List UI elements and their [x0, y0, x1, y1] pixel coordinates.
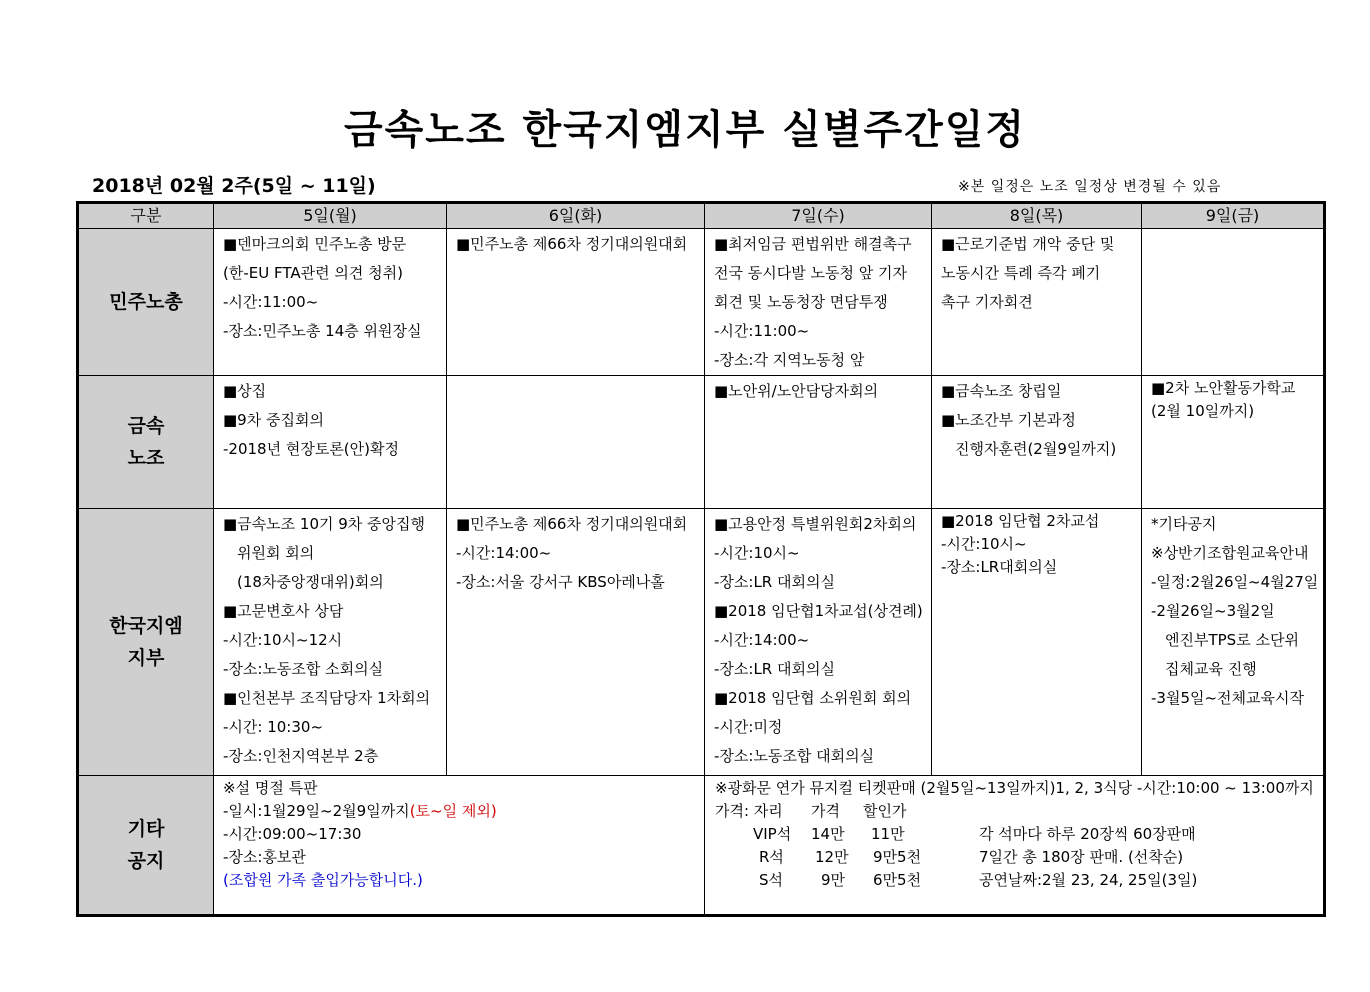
category-label: 민주노총 [109, 291, 183, 313]
seat-type: S석 [759, 871, 784, 889]
schedule-entry: ■상집 [223, 382, 267, 400]
holiday-sale-title: ※설 명절 특판 [223, 779, 318, 797]
schedule-cell [932, 376, 1142, 509]
cell-content [447, 509, 704, 597]
cell-content [1142, 509, 1323, 713]
seat-price: 9만 [821, 871, 846, 889]
schedule-entry: 전국 동시다발 노동청 앞 기자 [714, 264, 907, 282]
category-kmwu [78, 376, 214, 509]
holiday-sale-family-note: (조합원 가족 출입가능합니다.) [223, 871, 423, 889]
schedule-cell [447, 509, 705, 776]
schedule-entry: -장소:노동조합 소회의실 [223, 660, 384, 678]
schedule-entry: ■2018 임단협 소위원회 회의 [714, 689, 912, 707]
schedule-entry: -장소:서울 강서구 KBS아레나홀 [456, 573, 665, 591]
category-label: 공지 [127, 850, 165, 872]
schedule-entry: ※상반기조합원교육안내 [1151, 544, 1309, 562]
schedule-entry: -시간:10시~12시 [223, 631, 343, 649]
schedule-entry: ■9차 중집회의 [223, 411, 324, 429]
schedule-entry: -시간:10시~ [941, 535, 1027, 553]
schedule-cell [214, 229, 447, 376]
category-label: 한국지엠 [109, 615, 183, 637]
cell-content [1142, 229, 1323, 230]
schedule-entry: 집체교육 진행 [1165, 660, 1257, 678]
schedule-entry: 노동시간 특례 즉각 폐기 [941, 264, 1101, 282]
header-mon: 5일(월) [214, 203, 447, 229]
schedule-entry: ■금속노조 창립일 [941, 382, 1062, 400]
schedule-cell [214, 376, 447, 509]
schedule-entry: ■2018 임단협 2차교섭 [941, 512, 1100, 530]
schedule-entry: ■고용안정 특별위원회2차회의 [714, 515, 917, 533]
cell-content [1142, 376, 1323, 423]
musical-ticket-notice [705, 776, 1323, 892]
seat-price: 14만 [811, 825, 845, 843]
week-range: 2018년 02월 2주(5일 ~ 11일) [92, 175, 376, 197]
header-category: 구분 [78, 203, 214, 229]
cell-content [214, 509, 446, 771]
etc-left-cell [214, 776, 705, 916]
cell-content [214, 376, 446, 464]
schedule-cell [1142, 509, 1325, 776]
schedule-entry: -시간:미정 [714, 718, 783, 736]
schedule-entry: -장소:각 지역노동청 앞 [714, 351, 865, 369]
seat-type: VIP석 [753, 825, 792, 843]
schedule-cell [705, 509, 932, 776]
holiday-sale-notice [214, 776, 704, 892]
header-thu: 8일(목) [932, 203, 1142, 229]
cell-content [932, 509, 1141, 579]
seat-discount: 6만5천 [873, 871, 922, 889]
schedule-entry: 회견 및 노동청장 면담투쟁 [714, 293, 888, 311]
schedule-entry: 위원회 회의 [237, 544, 315, 562]
schedule-cell [447, 376, 705, 509]
row-kmwu [78, 376, 1325, 509]
schedule-entry: -시간:11:00~ [223, 293, 319, 311]
schedule-entry: -시간: 10:30~ [223, 718, 324, 736]
holiday-sale-date [223, 800, 700, 823]
schedule-entry: -3월5일~전체교육시작 [1151, 689, 1304, 707]
seat-discount: 9만5천 [873, 848, 922, 866]
row-kctu [78, 229, 1325, 376]
category-gm-branch [78, 509, 214, 776]
schedule-entry: -장소:LR 대회의실 [714, 660, 835, 678]
schedule-entry: ■고문변호사 상담 [223, 602, 344, 620]
seat-price: 12만 [815, 848, 849, 866]
page-title: 금속노조 한국지엠지부 실별주간일정 [343, 107, 1027, 153]
schedule-entry: ■민주노총 제66차 정기대의원대회 [456, 515, 688, 533]
category-etc [78, 776, 214, 916]
schedule-entry: -장소:LR대회의실 [941, 558, 1058, 576]
schedule-entry: -시간:14:00~ [456, 544, 552, 562]
header-fri: 9일(금) [1142, 203, 1325, 229]
schedule-entry: -2월26일~3월2일 [1151, 602, 1275, 620]
schedule-entry: 촉구 기자회견 [941, 293, 1033, 311]
row-etc [78, 776, 1325, 916]
schedule-entry: ■2018 임단협1차교섭(상견례) [714, 602, 923, 620]
cell-content [705, 509, 931, 771]
seat-discount: 11만 [871, 825, 905, 843]
ticket-price-header [715, 800, 1319, 823]
ticket-row [715, 869, 1319, 892]
header-wed: 7일(수) [705, 203, 932, 229]
schedule-entry: *기타공지 [1151, 515, 1217, 533]
seat-info: 각 석마다 하루 20장씩 60장판매 [979, 825, 1196, 843]
schedule-entry: -시간:14:00~ [714, 631, 810, 649]
schedule-entry: (한-EU FTA관련 의견 청취) [223, 264, 403, 282]
schedule-entry: ■금속노조 10기 9차 중앙집행 [223, 515, 426, 533]
schedule-cell [932, 509, 1142, 776]
price-label: 가격: 자리 [715, 802, 783, 820]
header-tue: 6일(화) [447, 203, 705, 229]
ticket-row [715, 846, 1319, 869]
schedule-cell [1142, 229, 1325, 376]
schedule-cell [1142, 376, 1325, 509]
category-label: 기타 [127, 818, 165, 840]
schedule-entry: (18차중앙쟁대위)회의 [237, 573, 384, 591]
seat-info: 7일간 총 180장 판매. (선착순) [979, 848, 1184, 866]
category-label: 금속 [127, 415, 165, 437]
price-col-label: 가격 [811, 802, 840, 820]
schedule-cell [705, 376, 932, 509]
schedule-entry: -시간:10시~ [714, 544, 800, 562]
schedule-entry: 진행자훈련(2월9일까지) [955, 440, 1117, 458]
schedule-entry: ■노안위/노안담당자회의 [714, 382, 879, 400]
category-label: 지부 [127, 647, 165, 669]
musical-ticket-title: ※광화문 연가 뮤지컬 티켓판매 (2월5일~13일까지)1, 2, 3식당 -시간:10:00 ~ 13:00까지 [715, 779, 1314, 797]
schedule-entry: ■인천본부 조직담당자 1차회의 [223, 689, 431, 707]
schedule-entry: ■2차 노안활동가학교 [1151, 379, 1296, 397]
schedule-entry: 엔진부TPS로 소단위 [1165, 631, 1299, 649]
schedule-entry: -일정:2월26일~4월27일 [1151, 573, 1319, 591]
holiday-sale-exclusion: (토~일 제외) [409, 802, 497, 820]
category-kctu [78, 229, 214, 376]
holiday-sale-place: -장소:홍보관 [223, 848, 306, 866]
category-label: 노조 [127, 447, 165, 469]
row-gm-branch [78, 509, 1325, 776]
cell-content [932, 376, 1141, 464]
holiday-sale-date-text: -일시:1월29일~2월9일까지 [223, 802, 410, 820]
schedule-cell [705, 229, 932, 376]
schedule-entry: -2018년 현장토론(안)확정 [223, 440, 399, 458]
holiday-sale-time: -시간:09:00~17:30 [223, 825, 362, 843]
schedule-entry: ■민주노총 제66차 정기대의원대회 [456, 235, 688, 253]
seat-info: 공연날짜:2월 23, 24, 25일(3일) [979, 871, 1198, 889]
schedule-entry: -시간:11:00~ [714, 322, 810, 340]
cell-content [705, 229, 931, 375]
discount-col-label: 할인가 [863, 802, 907, 820]
ticket-row [715, 823, 1319, 846]
cell-content [932, 229, 1141, 317]
schedule-table [76, 201, 1326, 917]
schedule-entry: (2월 10일까지) [1151, 402, 1255, 420]
schedule-cell [214, 509, 447, 776]
schedule-cell [932, 229, 1142, 376]
header-row [78, 203, 1325, 229]
schedule-entry: -장소:LR 대회의실 [714, 573, 835, 591]
schedule-entry: ■덴마크의회 민주노총 방문 [223, 235, 407, 253]
schedule-change-note: ※본 일정은 노조 일정상 변경될 수 있음 [958, 179, 1222, 195]
schedule-entry: ■노조간부 기본과정 [941, 411, 1076, 429]
cell-content [447, 229, 704, 259]
schedule-entry: ■최저임금 편법위반 해결촉구 [714, 235, 912, 253]
cell-content [214, 229, 446, 346]
schedule-entry: ■근로기준법 개악 중단 및 [941, 235, 1115, 253]
etc-right-cell [705, 776, 1325, 916]
schedule-entry: -장소:민주노총 14층 위원장실 [223, 322, 422, 340]
schedule-entry: -장소:인천지역본부 2층 [223, 747, 379, 765]
cell-content [705, 376, 931, 406]
schedule-cell [447, 229, 705, 376]
seat-type: R석 [759, 848, 784, 866]
schedule-entry: -장소:노동조합 대회의실 [714, 747, 875, 765]
cell-content [447, 376, 704, 377]
